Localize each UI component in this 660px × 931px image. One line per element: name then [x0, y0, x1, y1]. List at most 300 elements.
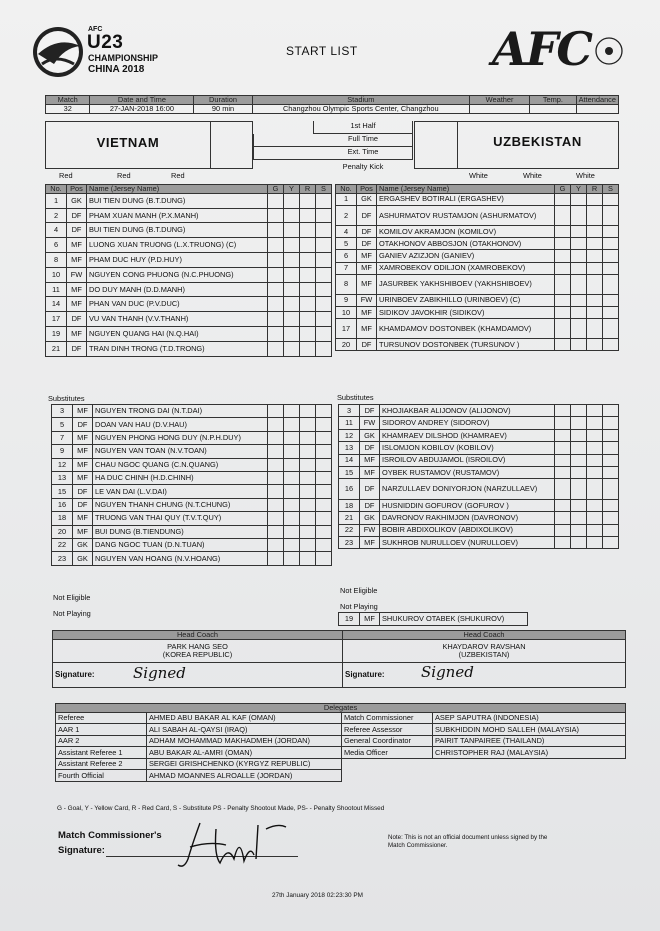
stat-s-cell	[316, 405, 332, 418]
stat-y-cell	[284, 445, 300, 458]
stat-r-cell	[587, 466, 603, 478]
home-coach-header: Head Coach	[53, 631, 343, 640]
away-kit-shirt: White	[469, 171, 488, 180]
player-name: DOAN VAN HAU (D.V.HAU)	[93, 418, 268, 431]
stat-y-cell	[284, 208, 300, 223]
stat-g-cell	[555, 442, 571, 454]
player-position: DF	[67, 312, 87, 327]
stat-y-cell	[284, 326, 300, 341]
stat-g-cell	[268, 405, 284, 418]
stat-g-cell	[555, 339, 571, 351]
stat-g-cell	[555, 294, 571, 306]
stat-r-cell	[587, 512, 603, 524]
player-name: URINBOEV ZABIKHILLO (URINBOEV) (C)	[377, 294, 555, 306]
home-not-playing-label: Not Playing	[53, 609, 91, 618]
player-position: GK	[360, 429, 380, 441]
player-name: TRAN DINH TRONG (T.D.TRONG)	[87, 341, 268, 356]
player-position: DF	[360, 499, 380, 511]
player-position: DF	[67, 341, 87, 356]
stat-y-cell	[284, 223, 300, 238]
stat-y-cell	[571, 319, 587, 339]
stat-r-cell	[300, 267, 316, 282]
player-number: 23	[52, 552, 73, 565]
away-coach-signature: Signed	[421, 662, 474, 681]
player-name: DANG NGOC TUAN (D.N.TUAN)	[93, 538, 268, 551]
stat-s-cell	[603, 225, 619, 237]
player-row	[52, 418, 332, 431]
player-row	[46, 297, 332, 312]
stat-s-cell	[316, 512, 332, 525]
home-kit-shorts: Red	[117, 171, 131, 180]
duration-header: Duration	[194, 96, 252, 105]
home-coach-signature: Signed	[133, 663, 186, 682]
stat-r-cell	[587, 250, 603, 262]
football-icon	[30, 24, 86, 80]
player-name: LE VAN DAI (L.V.DAI)	[93, 485, 268, 498]
player-position: MF	[360, 613, 380, 626]
match-stadium: Changzhou Olympic Sports Center, Changzhou	[252, 104, 469, 113]
stat-g-cell	[268, 431, 284, 444]
stat-s-cell	[603, 512, 619, 524]
player-number: 6	[46, 238, 67, 253]
player-number: 4	[336, 225, 357, 237]
stat-y-cell	[284, 341, 300, 356]
player-row	[336, 306, 619, 318]
stat-s-cell	[603, 442, 619, 454]
player-number: 1	[336, 193, 357, 205]
player-row	[336, 193, 619, 205]
stat-r-cell	[587, 319, 603, 339]
player-name: NARZULLAEV DONIYORJON (NARZULLAEV)	[380, 479, 555, 499]
stat-s-cell	[316, 238, 332, 253]
delegate-name: ALI SABAH AL-QAYSI (IRAQ)	[147, 724, 342, 736]
stat-s-cell	[316, 418, 332, 431]
player-row	[46, 282, 332, 297]
player-number: 13	[339, 442, 360, 454]
legend-text: G - Goal, Y - Yellow Card, R - Red Card, S - Substitute PS - Penalty Shootout Made, PS- - Penalty Shootout Missed	[57, 805, 385, 812]
stat-g-cell	[268, 252, 284, 267]
stat-y-cell	[571, 499, 587, 511]
delegate-name: AHMED ABU BAKAR AL KAF (OMAN)	[147, 712, 342, 724]
player-number: 9	[336, 294, 357, 306]
stat-r-cell	[300, 282, 316, 297]
player-position: MF	[357, 250, 377, 262]
player-number: 3	[339, 405, 360, 417]
home-signature-label: Signature:	[55, 669, 95, 679]
stat-y-cell	[284, 252, 300, 267]
logo-afc-small: AFC	[88, 26, 103, 33]
player-name: KHAMRAEV DILSHOD (KHAMRAEV)	[380, 429, 555, 441]
player-number: 14	[339, 454, 360, 466]
stat-y-cell	[571, 524, 587, 536]
delegate-role: AAR 1	[56, 724, 147, 736]
match-temp	[530, 104, 576, 113]
player-name: HA DUC CHINH (H.D.CHINH)	[93, 471, 268, 484]
player-row	[339, 429, 619, 441]
stat-s-cell	[316, 267, 332, 282]
player-row	[46, 267, 332, 282]
player-name: VU VAN THANH (V.V.THANH)	[87, 312, 268, 327]
player-row	[339, 479, 619, 499]
player-name: ERGASHEV BOTIRALI (ERGASHEV)	[377, 193, 555, 205]
stat-y-cell	[284, 405, 300, 418]
empty-cell	[342, 758, 433, 770]
player-position: MF	[360, 454, 380, 466]
player-position: FW	[360, 417, 380, 429]
away-score-box	[414, 121, 458, 169]
player-position: MF	[73, 512, 93, 525]
commissioner-signature-label-2: Signature:	[58, 845, 105, 856]
away-kit-socks: White	[576, 171, 595, 180]
delegate-role: Referee	[56, 712, 147, 724]
stat-y-cell	[284, 193, 300, 208]
stat-r-cell	[300, 326, 316, 341]
col-s-header: S	[603, 185, 619, 194]
away-team-name: UZBEKISTAN	[493, 134, 582, 149]
player-number: 8	[336, 274, 357, 294]
stat-s-cell	[316, 458, 332, 471]
stat-g-cell	[268, 525, 284, 538]
stat-r-cell	[587, 339, 603, 351]
delegate-role: Fourth Official	[56, 770, 147, 782]
stat-g-cell	[555, 499, 571, 511]
stat-y-cell	[284, 471, 300, 484]
delegate-row	[56, 758, 626, 770]
delegate-row	[56, 770, 626, 782]
stat-y-cell	[571, 454, 587, 466]
player-name: ISROILOV ABDUJAMOL (ISROILOV)	[380, 454, 555, 466]
stat-r-cell	[300, 485, 316, 498]
stat-s-cell	[316, 282, 332, 297]
player-position: DF	[360, 405, 380, 417]
player-row	[52, 525, 332, 538]
delegate-role: Media Officer	[342, 747, 433, 759]
player-position: DF	[357, 339, 377, 351]
stat-y-cell	[571, 262, 587, 274]
stat-r-cell	[587, 479, 603, 499]
player-number: 20	[52, 525, 73, 538]
player-position: DF	[360, 479, 380, 499]
stat-s-cell	[316, 312, 332, 327]
player-name: BOBIR ABDIXOLIKOV (ABDIXOLIKOV)	[380, 524, 555, 536]
stat-y-cell	[284, 485, 300, 498]
home-kit-shirt: Red	[59, 171, 73, 180]
delegates-header: Delegates	[56, 704, 626, 713]
stat-r-cell	[587, 524, 603, 536]
stat-g-cell	[555, 238, 571, 250]
player-number: 6	[336, 250, 357, 262]
match-number: 32	[46, 104, 90, 113]
player-number: 14	[46, 297, 67, 312]
stat-y-cell	[571, 536, 587, 548]
stat-s-cell	[603, 339, 619, 351]
stat-y-cell	[571, 417, 587, 429]
stat-s-cell	[603, 262, 619, 274]
stat-y-cell	[284, 538, 300, 551]
delegate-name: ADHAM MOHAMMAD MAKHADMEH (JORDAN)	[147, 735, 342, 747]
player-number: 10	[336, 306, 357, 318]
stat-r-cell	[300, 552, 316, 565]
stat-s-cell	[316, 431, 332, 444]
player-name: NGUYEN THANH CHUNG (N.T.CHUNG)	[93, 498, 268, 511]
away-coach-header: Head Coach	[343, 631, 626, 640]
player-name: KOMILOV AKRAMJON (KOMILOV)	[377, 225, 555, 237]
player-position: FW	[360, 524, 380, 536]
player-row	[52, 405, 332, 418]
stat-s-cell	[603, 466, 619, 478]
player-position: MF	[73, 525, 93, 538]
empty-cell	[433, 770, 626, 782]
stat-g-cell	[268, 223, 284, 238]
stat-y-cell	[571, 294, 587, 306]
stat-s-cell	[603, 479, 619, 499]
stat-s-cell	[603, 499, 619, 511]
delegate-name: CHRISTOPHER RAJ (MALAYSIA)	[433, 747, 626, 759]
stat-r-cell	[587, 536, 603, 548]
away-team-box	[457, 121, 619, 169]
stat-s-cell	[316, 297, 332, 312]
player-row	[336, 294, 619, 306]
player-name: DAVRONOV RAKHIMJON (DAVRONOV)	[380, 512, 555, 524]
player-name: BUI DUNG (B.TIENDUNG)	[93, 525, 268, 538]
stat-s-cell	[316, 538, 332, 551]
home-coach-name: PARK HANG SEO	[167, 642, 228, 651]
col-pos-header: Pos	[67, 185, 87, 194]
player-row	[52, 538, 332, 551]
match-attendance	[576, 104, 618, 113]
away-coach-country: (UZBEKISTAN)	[458, 649, 510, 659]
stat-r-cell	[587, 225, 603, 237]
player-name: BUI TIEN DUNG (B.T.DUNG)	[87, 223, 268, 238]
stat-g-cell	[555, 417, 571, 429]
stat-y-cell	[284, 525, 300, 538]
player-name: NGUYEN VAN HOANG (N.V.HOANG)	[93, 552, 268, 565]
stat-y-cell	[284, 238, 300, 253]
player-position: MF	[73, 458, 93, 471]
player-number: 8	[46, 252, 67, 267]
player-position: MF	[67, 238, 87, 253]
player-name: TURSUNOV DOSTONBEK (TURSUNOV )	[377, 339, 555, 351]
period-full-time: Full Time	[253, 134, 413, 147]
stat-r-cell	[300, 525, 316, 538]
away-signature-cell	[343, 662, 626, 687]
afc-logo	[490, 22, 630, 80]
stat-y-cell	[571, 339, 587, 351]
home-signature-cell	[53, 662, 343, 687]
delegate-name: ASEP SAPUTRA (INDONESIA)	[433, 712, 626, 724]
delegates-header-row	[56, 704, 626, 713]
stat-r-cell	[300, 312, 316, 327]
player-name: SIDIKOV JAVOKHIR (SIDIKOV)	[377, 306, 555, 318]
player-number: 2	[336, 205, 357, 225]
delegate-name: SUBKHIDDIN MOHD SALLEH (MALAYSIA)	[433, 724, 626, 736]
player-number: 19	[46, 326, 67, 341]
stat-y-cell	[284, 431, 300, 444]
player-name: LUONG XUAN TRUONG (L.X.TRUONG) (C)	[87, 238, 268, 253]
player-row	[46, 208, 332, 223]
player-name: SHUKUROV OTABEK (SHUKUROV)	[380, 613, 528, 626]
period-ext-time: Ext. Time	[253, 147, 413, 160]
stat-r-cell	[300, 405, 316, 418]
player-position: MF	[73, 471, 93, 484]
player-row	[52, 471, 332, 484]
player-number: 12	[52, 458, 73, 471]
home-score-box	[210, 121, 253, 169]
player-row	[339, 466, 619, 478]
stat-y-cell	[571, 193, 587, 205]
player-row	[339, 536, 619, 548]
player-position: MF	[67, 282, 87, 297]
player-row	[46, 223, 332, 238]
stat-y-cell	[284, 418, 300, 431]
away-not-eligible-label: Not Eligible	[340, 586, 378, 595]
home-kit-socks: Red	[171, 171, 185, 180]
stat-s-cell	[603, 294, 619, 306]
stat-g-cell	[268, 208, 284, 223]
stat-g-cell	[555, 479, 571, 499]
player-number: 22	[52, 538, 73, 551]
delegate-role: Assistant Referee 1	[56, 747, 147, 759]
away-substitutes-label: Substitutes	[337, 393, 374, 402]
stat-r-cell	[587, 499, 603, 511]
head-coach-table	[52, 630, 626, 688]
player-row	[46, 193, 332, 208]
away-coach-cell	[343, 639, 626, 662]
home-not-eligible-label: Not Eligible	[53, 593, 91, 602]
attendance-header: Attendance	[576, 96, 618, 105]
player-name: DO DUY MANH (D.D.MANH)	[87, 282, 268, 297]
stat-y-cell	[284, 552, 300, 565]
stat-y-cell	[284, 297, 300, 312]
stat-y-cell	[284, 458, 300, 471]
delegate-row	[56, 712, 626, 724]
player-row	[336, 339, 619, 351]
player-number: 16	[52, 498, 73, 511]
logo-u23: U23	[87, 32, 124, 53]
player-number: 15	[52, 485, 73, 498]
stat-r-cell	[300, 458, 316, 471]
player-number: 4	[46, 223, 67, 238]
player-name: NGUYEN CONG PHUONG (N.C.PHUONG)	[87, 267, 268, 282]
delegate-role: General Coordinator	[342, 735, 433, 747]
player-row	[52, 498, 332, 511]
player-number: 7	[336, 262, 357, 274]
stat-g-cell	[268, 297, 284, 312]
player-row	[336, 238, 619, 250]
player-row	[46, 252, 332, 267]
player-number: 20	[336, 339, 357, 351]
stat-g-cell	[268, 341, 284, 356]
stat-s-cell	[603, 429, 619, 441]
stat-g-cell	[268, 418, 284, 431]
stat-s-cell	[603, 306, 619, 318]
stat-r-cell	[587, 294, 603, 306]
stat-y-cell	[571, 238, 587, 250]
col-name-header: Name (Jersey Name)	[87, 185, 268, 194]
player-position: MF	[357, 274, 377, 294]
stat-s-cell	[603, 250, 619, 262]
stat-s-cell	[603, 536, 619, 548]
page-title: START LIST	[286, 44, 358, 58]
player-position: MF	[360, 536, 380, 548]
stat-r-cell	[587, 429, 603, 441]
player-name: SUKHROB NURULLOEV (NURULLOEV)	[380, 536, 555, 548]
away-not-playing-label: Not Playing	[340, 602, 378, 611]
stat-y-cell	[571, 205, 587, 225]
stat-y-cell	[571, 479, 587, 499]
player-name: NGUYEN VAN TOAN (N.V.TOAN)	[93, 445, 268, 458]
player-position: DF	[67, 208, 87, 223]
stat-s-cell	[603, 205, 619, 225]
player-row	[339, 524, 619, 536]
player-name: KHOJIAKBAR ALIJONOV (ALIJONOV)	[380, 405, 555, 417]
stat-g-cell	[555, 262, 571, 274]
commissioner-signature-scribble	[170, 815, 290, 875]
delegate-name: AHMAD MOANNES ALROALLE (JORDAN)	[147, 770, 342, 782]
stat-y-cell	[284, 267, 300, 282]
away-starters-table	[335, 184, 619, 351]
stat-y-cell	[571, 442, 587, 454]
stat-r-cell	[300, 208, 316, 223]
stat-y-cell	[571, 405, 587, 417]
player-name: JASURBEK YAKHSHIBOEV (YAKHSHIBOEV)	[377, 274, 555, 294]
stat-r-cell	[300, 238, 316, 253]
commissioner-signature-label-1: Match Commissioner's	[58, 830, 162, 841]
player-position: DF	[73, 418, 93, 431]
home-team-name: VIETNAM	[96, 135, 160, 150]
player-row	[52, 552, 332, 565]
col-no-header: No.	[46, 185, 67, 194]
stat-y-cell	[284, 282, 300, 297]
player-number: 17	[46, 312, 67, 327]
player-name: PHAM DUC HUY (P.D.HUY)	[87, 252, 268, 267]
player-name: NGUYEN PHONG HONG DUY (N.P.H.DUY)	[93, 431, 268, 444]
player-number: 3	[52, 405, 73, 418]
player-number: 18	[339, 499, 360, 511]
empty-cell	[342, 770, 433, 782]
away-not-playing-table	[338, 612, 528, 626]
player-number: 11	[339, 417, 360, 429]
stat-g-cell	[268, 471, 284, 484]
player-row	[336, 205, 619, 225]
afc-mark: AFC	[492, 22, 591, 76]
player-name: CHAU NGOC QUANG (C.N.QUANG)	[93, 458, 268, 471]
player-row	[336, 262, 619, 274]
player-row	[336, 225, 619, 237]
stat-r-cell	[300, 538, 316, 551]
player-number: 17	[336, 319, 357, 339]
player-number: 15	[339, 466, 360, 478]
stat-g-cell	[555, 524, 571, 536]
player-position: GK	[360, 512, 380, 524]
player-position: FW	[67, 267, 87, 282]
col-r-header: R	[300, 185, 316, 194]
stat-r-cell	[300, 431, 316, 444]
u23-logo	[30, 24, 170, 80]
stat-s-cell	[603, 319, 619, 339]
player-row	[339, 405, 619, 417]
logo-championship: CHAMPIONSHIP	[88, 53, 159, 63]
delegate-name: PAIRIT TANPAIREE (THAILAND)	[433, 735, 626, 747]
player-position: MF	[73, 405, 93, 418]
home-substitutes-table	[51, 404, 332, 566]
stat-s-cell	[603, 274, 619, 294]
delegate-row	[56, 735, 626, 747]
player-number: 5	[52, 418, 73, 431]
stat-y-cell	[284, 312, 300, 327]
home-coach-country: (KOREA REPUBLIC)	[162, 649, 233, 659]
player-number: 21	[46, 341, 67, 356]
